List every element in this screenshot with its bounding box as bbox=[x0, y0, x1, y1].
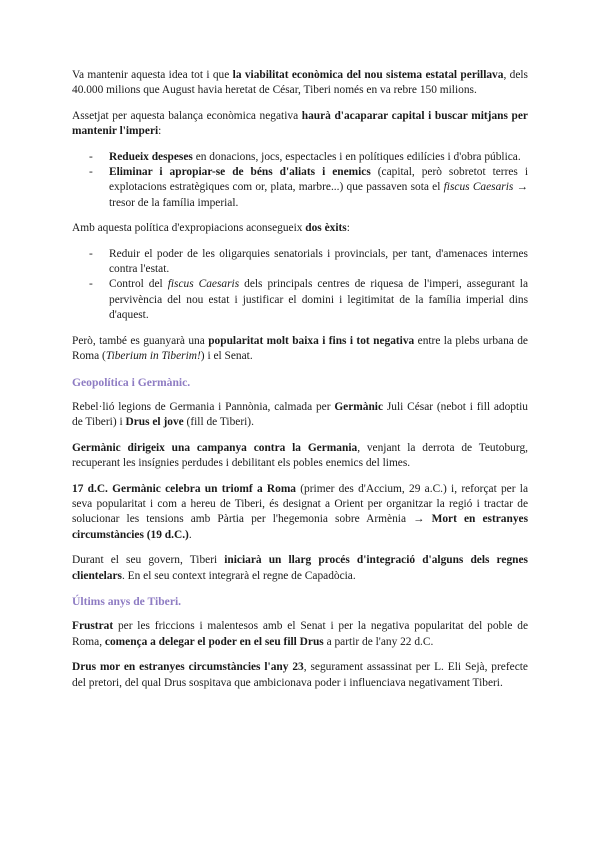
italic-text: fiscus Caesaris bbox=[443, 181, 514, 194]
bold-text: la viabilitat econòmica del nou sistema estatal perillava bbox=[232, 69, 504, 81]
bold-text: haurà d'acaparar capital i buscar mitjans per mantenir l'imperi bbox=[72, 109, 528, 138]
text: entre la plebs urbana de Roma ( bbox=[72, 334, 528, 363]
italic-text: fiscus Caesaris bbox=[167, 278, 240, 291]
text: , venjant la derrota de Teutoburg, recuperant les insígnies perdudes i debilitant els pobles enemics del limes. bbox=[72, 441, 528, 470]
paragraph-integration bbox=[72, 553, 528, 584]
bold-text: comença a delegar el poder en el seu fill Drus bbox=[104, 635, 324, 648]
section-heading-last-years: Últims anys de Tiberi. bbox=[72, 594, 182, 608]
section-heading-geopolitics: Geopolítica i Germànic. bbox=[72, 375, 191, 389]
italic-text: Tiberium in Tiberim! bbox=[105, 350, 201, 363]
text: dels principals centres de riquesa de l'imperi, assegurant la pervivència del nou estat i justificar el domini i legitimitat de la família imperial dins d'aquest. bbox=[109, 278, 528, 322]
text: Amb aquesta política d'expropiacions aconsegueix bbox=[72, 222, 306, 235]
text: . En el seu context integrarà el regne de Capadòcia. bbox=[121, 569, 356, 582]
text: per les friccions i malentesos amb el Senat i per la negativa popularitat del poble de Roma, bbox=[72, 620, 528, 648]
list-item bbox=[72, 247, 528, 278]
text: , dels 40.000 milions que August havia heretat de César, Tiberi només en va rebre 150 milions. bbox=[72, 69, 528, 97]
paragraph-finances bbox=[72, 68, 528, 99]
text: (capital, però sobretot terres i explotacions estratègiques com or, plata, marbre...) que passaven sota el bbox=[109, 166, 528, 194]
text: , segurament assassinat per L. Eli Sejà, prefecte del pretori, del qual Drus sospitava que ambicionava poder i influenciava negativament Tiberi. bbox=[72, 661, 528, 689]
paragraph-successes bbox=[72, 221, 528, 236]
list-item bbox=[72, 277, 528, 323]
text: Assetjat per aquesta balança econòmica negativa bbox=[72, 109, 302, 122]
text: ) i el Senat. bbox=[200, 350, 253, 363]
text: : bbox=[158, 125, 162, 138]
bold-text: → Mort en estranyes circumstàncies (19 d.C.) bbox=[72, 513, 529, 541]
bold-text: Germànic dirigeix una campanya contra la Germania bbox=[72, 441, 358, 454]
paragraph-drus-death bbox=[72, 660, 528, 691]
text: en donacions, jocs, espectacles i en polítiques edilícies i d'obra pública. bbox=[192, 150, 521, 163]
text: Durant el seu govern, Tiberi bbox=[72, 554, 225, 567]
text: Rebel·lió legions de Germania i Pannònia, calmada per bbox=[72, 400, 335, 413]
paragraph-rebellion bbox=[72, 400, 528, 431]
text: Va mantenir aquesta idea tot i que bbox=[72, 69, 233, 81]
paragraph-capital bbox=[72, 109, 528, 140]
paragraph-triumph bbox=[72, 482, 528, 544]
bold-text: Drus el jove bbox=[125, 416, 184, 429]
paragraph-campaign bbox=[72, 441, 528, 472]
bold-text: dos èxits bbox=[305, 222, 347, 235]
list-item bbox=[72, 150, 528, 165]
bold-text: popularitat molt baixa i fins i tot negativa bbox=[208, 334, 415, 347]
paragraph-popularity bbox=[72, 334, 528, 365]
text: Juli César (nebot i fill adoptiu de Tiberi) i bbox=[72, 400, 528, 429]
text: : bbox=[346, 222, 350, 235]
text: . bbox=[188, 528, 192, 541]
bold-text: Redueix despeses bbox=[109, 150, 193, 163]
bold-text: 17 d.C. Germànic celebra un triomf a Roma bbox=[72, 482, 297, 495]
text: → tresor de la família imperial. bbox=[109, 181, 528, 209]
successes-list bbox=[72, 247, 528, 324]
text: (primer des d'Accium, 29 a.C.) i, reforçat per la seva popularitat i com a hereu de Tiberi, és designat a Orient per organitzar la regió i tractar de solucionar les tensions amb Pàrtia per l'hegemonia sobre Armènia bbox=[72, 482, 528, 526]
text: (fill de Tiberi). bbox=[183, 416, 254, 429]
text: a partir de l'any 22 d.C. bbox=[323, 635, 434, 648]
measures-list bbox=[72, 150, 528, 212]
text: Reduir el poder de les oligarquies senatorials i provincials, per tant, d'amenaces internes contra l'estat. bbox=[109, 247, 528, 276]
bold-text: Frustrat bbox=[72, 620, 114, 633]
bold-text: Eliminar i apropiar-se de béns d'aliats i enemics bbox=[109, 166, 371, 179]
bold-text: Drus mor en estranyes circumstàncies l'any 23 bbox=[72, 661, 304, 674]
text: Però, també es guanyarà una bbox=[72, 334, 209, 347]
bold-text: Germànic bbox=[334, 400, 384, 413]
bold-text: iniciarà un llarg procés d'integració d'alguns dels regnes clientelars bbox=[72, 554, 528, 582]
text: Control del bbox=[109, 278, 168, 291]
paragraph-frustrated bbox=[72, 619, 528, 650]
list-item bbox=[72, 165, 528, 211]
